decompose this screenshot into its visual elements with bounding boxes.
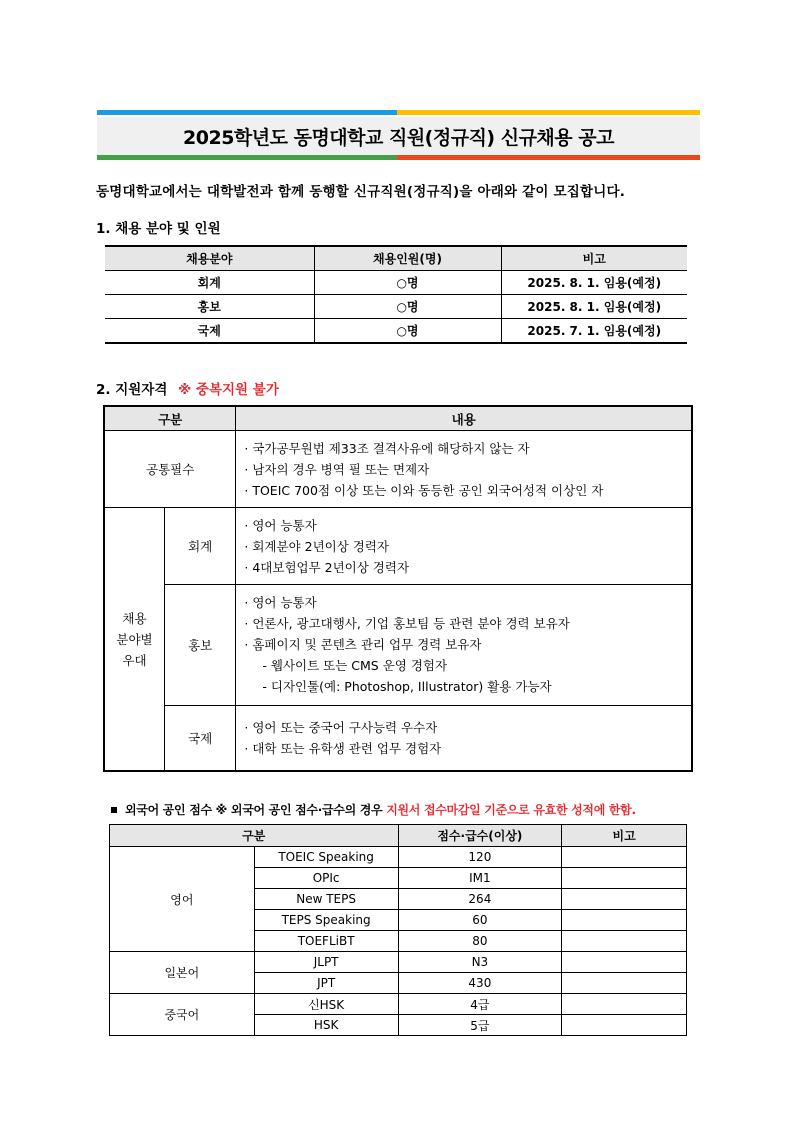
field-label: 홍보 [165, 585, 236, 706]
table-row [105, 295, 687, 319]
score-cell: 120 [398, 847, 562, 868]
column-header: 구분 [110, 825, 399, 847]
table-row [104, 706, 692, 772]
preferred-label-line: 채용 [122, 610, 147, 626]
score-cell: IM1 [398, 868, 562, 889]
note-cell [562, 973, 687, 994]
list-item: · 회계분야 2년이상 경력자 [244, 539, 389, 554]
field-label: 국제 [165, 706, 236, 772]
intro-text: 동명대학교에서는 대학발전과 함께 동행할 신규직원(정규직)을 아래와 같이 모집합니다. [96, 184, 626, 200]
banner-top-left-bar [97, 110, 397, 115]
table-row [110, 847, 687, 868]
score-cell: 4급 [398, 994, 562, 1015]
page-title: 2025학년도 동명대학교 직원(정규직) 신규채용 공고 [97, 117, 700, 155]
section2-heading-note: ※ 중복지원 불가 [178, 382, 279, 398]
note-cell [562, 868, 687, 889]
note-cell [562, 952, 687, 973]
note-cell [562, 910, 687, 931]
field-cell: 회계 [105, 271, 314, 295]
list-item: · 국가공무원법 제33조 결격사유에 해당하지 않는 자 [244, 441, 530, 456]
note-highlight: 지원서 접수마감일 기준으로 유효한 성적에 한함. [386, 803, 636, 817]
list-item: · 언론사, 광고대행사, 기업 홍보팀 등 관련 분야 경력 보유자 [244, 616, 570, 631]
test-name-cell: HSK [254, 1015, 398, 1036]
count-cell: ○명 [314, 319, 501, 344]
note-cell [562, 1015, 687, 1036]
square-bullet-icon [111, 807, 117, 813]
test-name-cell: TOEFLiBT [254, 931, 398, 952]
list-item: · 영어 능통자 [244, 518, 317, 533]
section2-heading [96, 378, 279, 398]
list-item: · 대학 또는 유학생 관련 업무 경험자 [244, 741, 442, 756]
column-header: 비고 [562, 825, 687, 847]
list-item: · 남자의 경우 병역 필 또는 면제자 [244, 462, 430, 477]
table-row [105, 271, 687, 295]
score-cell: 60 [398, 910, 562, 931]
table-header-row [105, 246, 687, 271]
banner-bottom-left-bar [97, 155, 397, 160]
section1-heading: 1. 채용 분야 및 인원 [96, 221, 221, 237]
language-cell: 중국어 [110, 994, 255, 1036]
note-cell [562, 847, 687, 868]
note-cell: 2025. 8. 1. 임용(예정) [501, 271, 687, 295]
test-name-cell: TOEIC Speaking [254, 847, 398, 868]
test-name-cell: JPT [254, 973, 398, 994]
field-cell: 국제 [105, 319, 314, 344]
table-row [104, 585, 692, 706]
score-cell: N3 [398, 952, 562, 973]
list-item: · 4대보험업무 2년이상 경력자 [244, 560, 410, 575]
test-name-cell: TEPS Speaking [254, 910, 398, 931]
note-text: 외국어 공인 점수 ※ 외국어 공인 점수·급수의 경우 [125, 803, 383, 817]
banner-top-right-bar [397, 110, 700, 115]
column-header: 채용분야 [105, 246, 314, 271]
table-row [110, 994, 687, 1015]
recruitment-table [105, 245, 687, 344]
count-cell: ○명 [314, 271, 501, 295]
list-item: · 홈페이지 및 콘텐츠 관리 업무 경력 보유자 [244, 637, 482, 652]
section2-heading-text: 2. 지원자격 [96, 382, 168, 398]
qualification-table [103, 405, 693, 772]
language-cell: 일본어 [110, 952, 255, 994]
test-name-cell: 신HSK [254, 994, 398, 1015]
preferred-label-line: 분야별 [116, 631, 153, 647]
test-name-cell: JLPT [254, 952, 398, 973]
column-header: 채용인원(명) [314, 246, 501, 271]
sub-list-item: - 디자인툴(예: Photoshop, Illustrator) 활용 가능자 [262, 679, 552, 694]
table-row [105, 319, 687, 344]
list-item: · 영어 능통자 [244, 595, 317, 610]
note-cell [562, 994, 687, 1015]
field-requirements [236, 585, 692, 706]
note-cell [562, 889, 687, 910]
language-cell: 영어 [110, 847, 255, 952]
language-score-table [109, 824, 687, 1036]
sub-list-item: - 웹사이트 또는 CMS 운영 경험자 [262, 658, 448, 673]
field-cell: 홍보 [105, 295, 314, 319]
test-name-cell: New TEPS [254, 889, 398, 910]
list-item: · TOEIC 700점 이상 또는 이와 동등한 공인 외국어성적 이상인 자 [244, 483, 604, 498]
note-cell: 2025. 7. 1. 임용(예정) [501, 319, 687, 344]
test-name-cell: OPIc [254, 868, 398, 889]
common-label: 공통필수 [104, 431, 236, 508]
table-row [104, 431, 692, 508]
field-requirements [236, 706, 692, 772]
table-row [110, 952, 687, 973]
column-header: 점수·급수(이상) [398, 825, 562, 847]
preferred-label [104, 508, 165, 772]
table-row [104, 508, 692, 585]
list-item: · 영어 또는 중국어 구사능력 우수자 [244, 720, 438, 735]
column-header: 비고 [501, 246, 687, 271]
score-cell: 5급 [398, 1015, 562, 1036]
count-cell: ○명 [314, 295, 501, 319]
field-requirements [236, 508, 692, 585]
score-cell: 264 [398, 889, 562, 910]
common-requirements [236, 431, 692, 508]
table-header-row [110, 825, 687, 847]
table-header-row [104, 406, 692, 431]
field-label: 회계 [165, 508, 236, 585]
banner-bottom-right-bar [397, 155, 700, 160]
score-cell: 430 [398, 973, 562, 994]
column-header: 구분 [104, 406, 236, 431]
score-cell: 80 [398, 931, 562, 952]
note-cell: 2025. 8. 1. 임용(예정) [501, 295, 687, 319]
preferred-label-line: 우대 [122, 652, 147, 668]
column-header: 내용 [236, 406, 692, 431]
language-score-note [111, 801, 636, 818]
note-cell [562, 931, 687, 952]
